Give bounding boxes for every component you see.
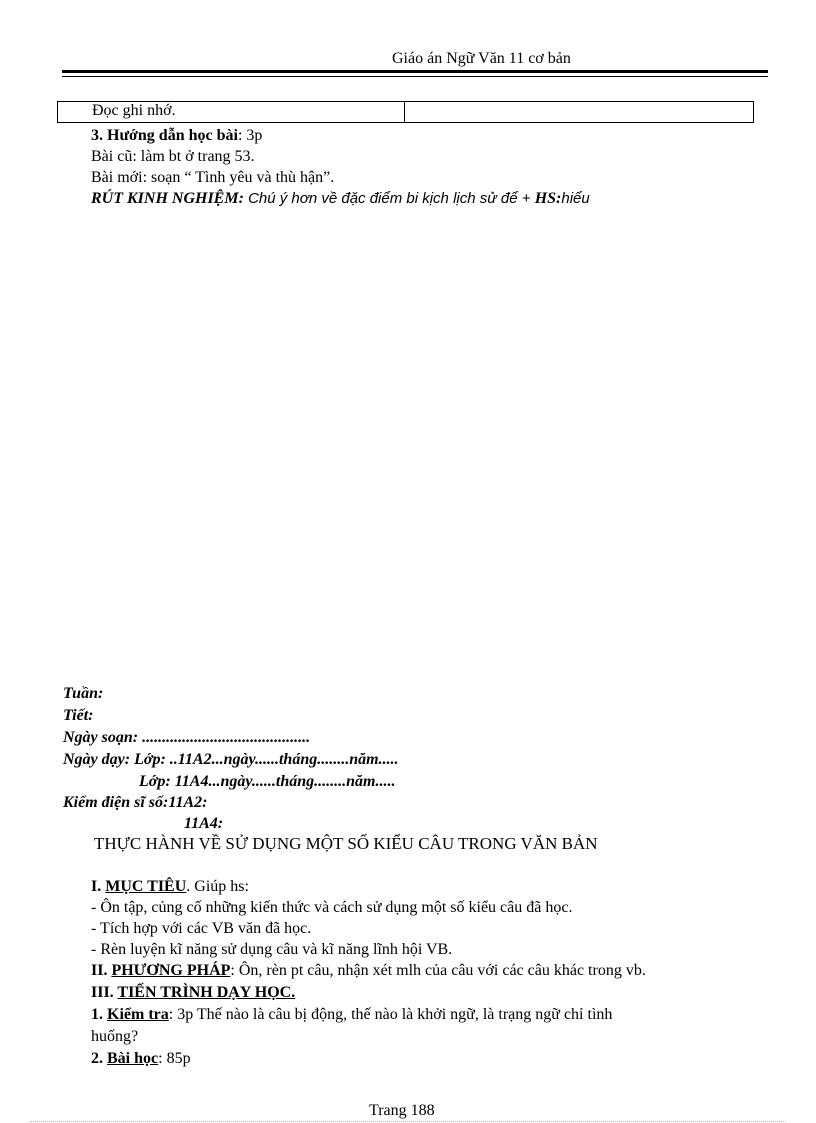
page-number: Trang 188 <box>369 1102 435 1119</box>
objective-item: - Tích hợp với các VB văn đã học. <box>91 920 312 937</box>
header-rule-thick <box>62 70 768 73</box>
method-label: PHƯƠNG PHÁP <box>111 962 231 979</box>
teach-date-11a2: Ngày dạy: Lớp: ..11A2...ngày......tháng........năm..... <box>63 751 399 768</box>
objectives-num: I. <box>91 878 102 895</box>
lesson-label: Bài học <box>107 1050 159 1067</box>
week-label: Tuần: <box>63 685 104 702</box>
method-num: II. <box>91 962 108 979</box>
objective-item: - Rèn luyện kĩ năng sử dụng câu và kĩ năng lĩnh hội VB. <box>91 941 453 958</box>
lesson-num: 2. <box>91 1050 103 1067</box>
period-label: Tiết: <box>63 707 94 724</box>
process-label: TIẾN TRÌNH DẠY HỌC. <box>117 984 296 1001</box>
method-rest: : Ôn, rèn pt câu, nhận xét mlh của câu với các câu khác trong vb. <box>230 962 646 979</box>
header-rule-thin <box>62 76 768 77</box>
document-header-title: Giáo án Ngữ Văn 11 cơ bản <box>392 50 571 67</box>
attendance-11a4: 11A4: <box>184 815 224 832</box>
lesson-title: THỰC HÀNH VỀ SỬ DỤNG MỘT SỐ KIỂU CÂU TRONG VĂN BẢN <box>94 834 598 853</box>
table-cell-reading: Đọc ghi nhớ. <box>58 102 405 123</box>
table-cell-empty <box>405 102 754 123</box>
homework-new: Bài mới: soạn “ Tình yêu và thù hận”. <box>91 169 335 186</box>
check-rest: : 3p Thế nào là câu bị động, thế nào là khởi ngữ, là trạng ngữ chỉ tình <box>168 1006 613 1023</box>
homework-heading-num: 3. <box>91 127 103 144</box>
experience-hs: HS: <box>534 190 562 207</box>
homework-old: Bài cũ: làm bt ở trang 53. <box>91 148 255 165</box>
teach-date-11a4: Lớp: 11A4...ngày......tháng........năm..... <box>139 773 396 790</box>
experience-tail: hiểu <box>561 190 590 207</box>
check-num: 1. <box>91 1006 103 1023</box>
experience-label: RÚT KINH NGHIỆM <box>91 190 239 207</box>
process-num: III. <box>91 984 114 1001</box>
objective-item: - Ôn tập, củng cố những kiến thức và cách sử dụng một số kiểu câu đã học. <box>91 899 573 916</box>
homework-heading-label: Hướng dẫn học bài <box>107 127 238 144</box>
lesson-line <box>91 1049 191 1069</box>
attendance-11a2: Kiểm điện sĩ số:11A2: <box>63 794 208 811</box>
objectives-heading <box>91 877 249 897</box>
table-row <box>58 102 754 123</box>
page-bottom-border <box>30 1121 786 1122</box>
objectives-rest: . Giúp hs: <box>186 878 249 895</box>
check-line <box>91 1005 612 1025</box>
check-label: Kiểm tra <box>107 1006 169 1023</box>
experience-text: Chú ý hơn về đặc điểm bi kịch lịch sử để + <box>243 190 535 207</box>
experience-line <box>91 189 590 209</box>
homework-heading <box>91 126 262 146</box>
check-line-2: huống? <box>91 1028 139 1045</box>
process-heading <box>91 983 295 1003</box>
homework-heading-rest: : 3p <box>237 127 263 144</box>
prep-date: Ngày soạn: .......................................... <box>63 729 311 746</box>
activity-table <box>57 101 754 123</box>
experience-colon: : <box>238 190 244 207</box>
objectives-label: MỤC TIÊU <box>105 878 187 895</box>
method-line <box>91 961 646 981</box>
lesson-rest: : 85p <box>158 1050 191 1067</box>
